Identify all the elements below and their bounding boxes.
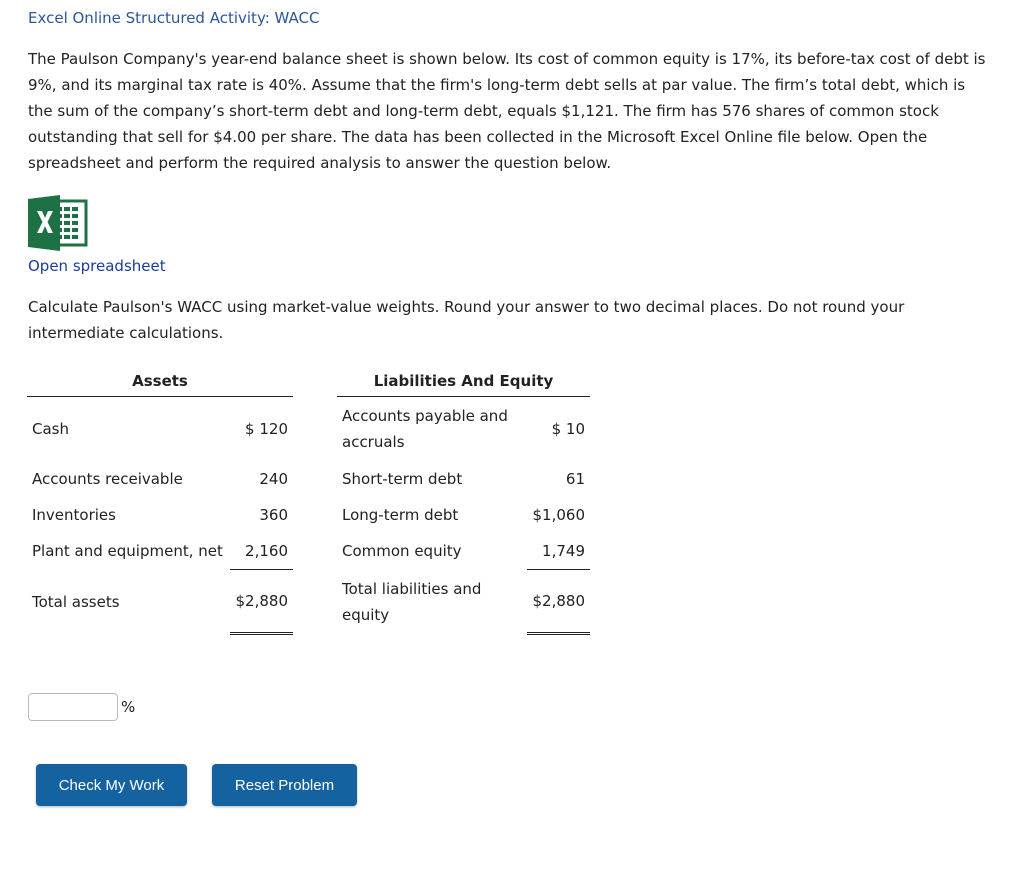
problem-intro: The Paulson Company's year-end balance sheet is shown below. Its cost of common equity is 17%, its before-tax cost of debt is 9%, and its marginal tax rate is 40%. Assume that the firm's long-term debt sells at par value. The firm’s total debt, which is the sum of the company’s short-term debt and long-term debt, equals $1,121. The firm has 576 shares of common stock outstanding that sell for $4.00 per share. The data has been collected in the Microsoft Excel Online file below. Open the spreadsheet and perform the required analysis to answer the question below. xyxy=(28,50,986,172)
table-row xyxy=(27,461,590,497)
total-liabilities-label: Total liabilities and equity xyxy=(342,579,482,624)
asset-label: Inventories xyxy=(32,506,116,524)
liability-label: Accounts payable and accruals xyxy=(342,407,508,451)
assets-header: Assets xyxy=(27,366,293,397)
question-text: Calculate Paulson's WACC using market-value weights. Round your answer to two decimal places. Do not round your intermediate calculations. xyxy=(28,298,905,342)
liability-label: Long-term debt xyxy=(342,506,459,524)
reset-problem-button[interactable]: Reset Problem xyxy=(212,764,357,806)
table-row xyxy=(27,497,590,533)
liability-label: Common equity xyxy=(342,542,462,561)
liability-label: Short-term debt xyxy=(342,470,463,488)
liabilities-header: Liabilities And Equity xyxy=(337,366,590,397)
check-my-work-button[interactable]: Check My Work xyxy=(36,764,187,806)
asset-value: 2,160 xyxy=(245,542,288,560)
liability-value: 1,749 xyxy=(542,542,585,560)
liability-value: 61 xyxy=(565,470,585,488)
liability-value: $ 10 xyxy=(551,420,585,438)
asset-value: 240 xyxy=(259,470,288,488)
total-liabilities-value: $2,880 xyxy=(527,570,590,634)
table-row-total xyxy=(27,570,590,634)
total-assets-value: $2,880 xyxy=(230,570,293,634)
liability-value: $1,060 xyxy=(532,506,585,524)
open-spreadsheet-link[interactable]: Open spreadsheet xyxy=(28,257,166,275)
asset-label: Accounts receivable xyxy=(32,470,183,488)
table-row xyxy=(27,533,590,570)
asset-label: Plant and equipment, net xyxy=(32,542,223,561)
asset-value: $ 120 xyxy=(245,420,288,438)
asset-value: 360 xyxy=(259,506,288,524)
activity-title: Excel Online Structured Activity: WACC xyxy=(28,9,320,27)
excel-icon[interactable] xyxy=(28,195,88,251)
total-assets-label: Total assets xyxy=(32,592,120,611)
asset-label: Cash xyxy=(32,420,69,438)
percent-sign: % xyxy=(121,698,136,716)
table-row xyxy=(27,397,590,462)
wacc-answer-input[interactable] xyxy=(28,693,118,721)
balance-sheet-table xyxy=(27,366,590,635)
